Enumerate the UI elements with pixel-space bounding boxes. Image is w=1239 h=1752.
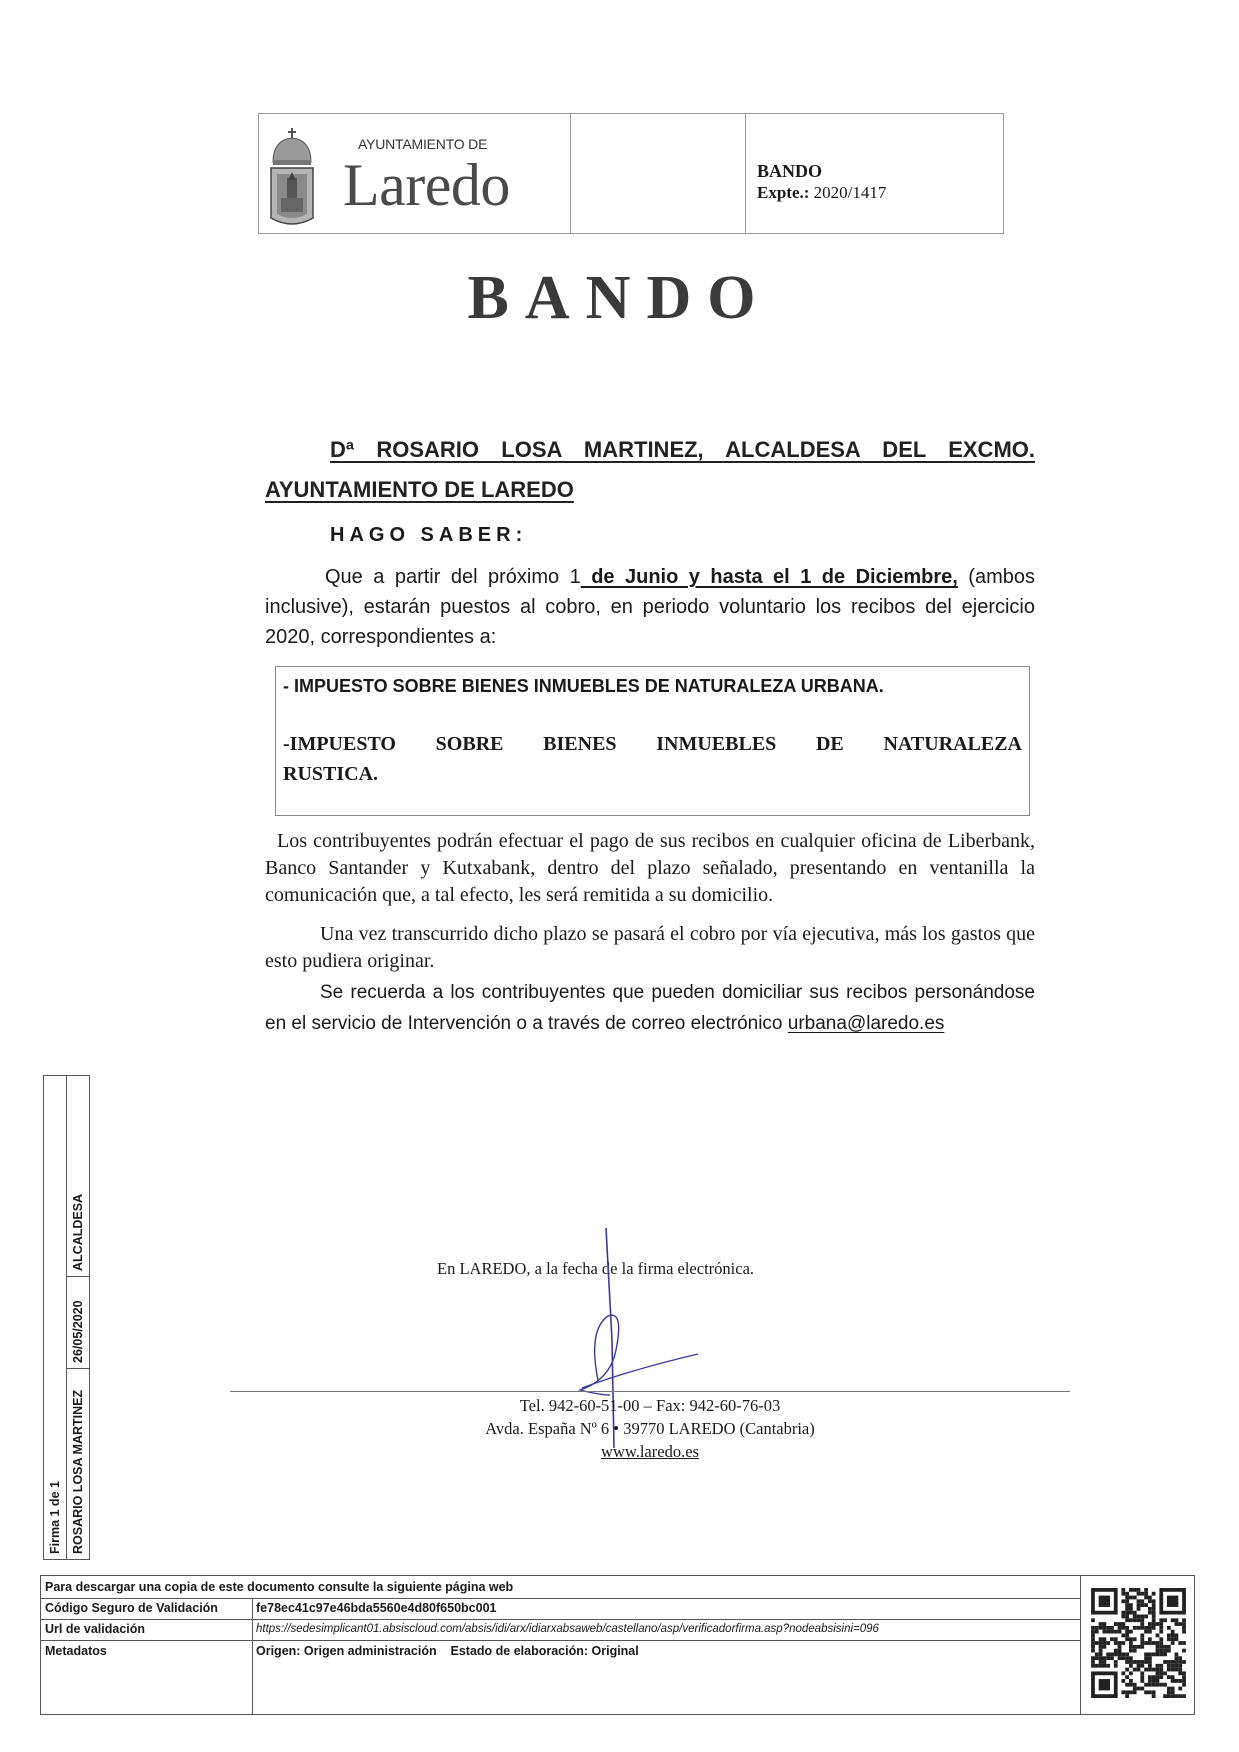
heading-line-2-text: AYUNTAMIENTO DE LAREDO (265, 477, 574, 502)
paragraph-enforcement (265, 921, 1035, 975)
logo-text (343, 136, 563, 217)
letterhead-empty-cell (570, 114, 746, 233)
hago-saber: HAGO SABER: (330, 524, 528, 546)
verification-download-text: Para descargar una copia de este documento consulte la siguiente página web (45, 1580, 514, 1594)
verification-column-divider (252, 1598, 253, 1714)
csv-label: Código Seguro de Validación (45, 1601, 218, 1615)
tax-list-box (275, 666, 1030, 816)
paragraph-dates-after: (ambos inclusive), estarán puestos al cobro, en periodo voluntario los recibos del ejercicio 2020, correspondientes a: (265, 566, 1035, 648)
website-link[interactable]: www.laredo.es (601, 1442, 699, 1461)
strip-signer-name: ROSARIO LOSA MARTINEZ (71, 1389, 85, 1554)
letterhead-reference-cell (745, 114, 1003, 233)
paragraph-direct-debit (265, 977, 1035, 1039)
metadata-value (256, 1643, 639, 1659)
paragraph-dates (265, 562, 1035, 652)
paragraph-dates-before: Que a partir del próximo 1 (325, 566, 581, 588)
tax-item-urbana: - IMPUESTO SOBRE BIENES INMUEBLES DE NATURALEZA URBANA. (283, 676, 884, 696)
closing-place-date: En LAREDO, a la fecha de la firma electrónica. (437, 1259, 755, 1278)
reference-text (757, 160, 886, 204)
letterhead-logo-cell (259, 114, 571, 233)
page-title: BANDO (467, 264, 772, 332)
coat-of-arms-icon (267, 126, 317, 230)
footer-website (230, 1440, 1070, 1463)
strip-separator (66, 1276, 90, 1277)
footer-divider (230, 1391, 1070, 1392)
strip-divider (66, 1076, 67, 1559)
heading-line-1 (265, 430, 1035, 470)
footer-address: Avda. España Nº 6 • 39770 LAREDO (Cantabria) (485, 1419, 815, 1438)
paragraph-direct-debit-text: Se recuerda a los contribuyentes que pueden domiciliar sus recibos personándose en el servicio de Intervención o a través de correo electrónico (265, 982, 1035, 1034)
csv-value: fe78ec41c97e46bda5560e4d80f650bc001 (256, 1601, 497, 1615)
metadata-label: Metadatos (45, 1644, 107, 1658)
verification-row-download (41, 1576, 1080, 1599)
verification-table (40, 1575, 1195, 1715)
heading-line-1-text: Dª ROSARIO LOSA MARTINEZ, ALCALDESA DEL EXCMO. (330, 437, 1035, 462)
qr-cell (1080, 1576, 1194, 1714)
email-link[interactable]: urbana@laredo.es (787, 1013, 945, 1034)
doc-type: BANDO (757, 161, 823, 181)
qr-code-icon (1091, 1588, 1186, 1698)
footer-phone: Tel. 942-60-51-00 – Fax: 942-60-76-03 (519, 1396, 781, 1415)
verification-row-url (41, 1619, 1080, 1641)
strip-signature-count: Firma 1 de 1 (48, 1481, 62, 1554)
verification-row-csv (41, 1598, 1080, 1620)
url-value-link[interactable]: https://sedesimplicant01.absiscloud.com/absis/idi/arx/idiarxabsaweb/castellano/asp/verificadorfirma.asp?nodeabsisini=096 (256, 1623, 879, 1635)
expediente (757, 182, 886, 204)
signature-strip (43, 1075, 90, 1560)
logo-caption: AYUNTAMIENTO DE (358, 136, 488, 152)
paragraph-payment-text: Los contribuyentes podrán efectuar el pago de sus recibos en cualquier oficina de Liberbank, Banco Santander y Kutxabank, dentro del plazo señalado, presentando en ventanilla la comunicación que, a tal efecto, les será remitida a su domicilio. (265, 830, 1035, 906)
paragraph-payment (265, 828, 1035, 909)
paragraph-enforcement-text: Una vez transcurrido dicho plazo se pasará el cobro por vía ejecutiva, más los gastos que esto pudiera originar. (265, 923, 1035, 972)
url-label: Url de validación (45, 1622, 146, 1636)
tax-item-rustica-line-2: RUSTICA. (283, 763, 379, 785)
letterhead (258, 113, 1004, 234)
verification-row-metadata (41, 1640, 1080, 1715)
expediente-label: Expte.: (757, 183, 810, 202)
metadata-state: Estado de elaboración: Original (450, 1644, 639, 1658)
expediente-value: 2020/1417 (813, 183, 887, 202)
main-body (265, 430, 1035, 1039)
footer-contact (230, 1394, 1070, 1463)
heading-line-2 (265, 470, 1035, 510)
strip-sign-date: 26/05/2020 (71, 1300, 85, 1363)
strip-separator (66, 1368, 90, 1369)
metadata-origin: Origen: Origen administración (256, 1644, 437, 1658)
logo-name: Laredo (343, 152, 510, 218)
strip-signer-role: ALCALDESA (71, 1193, 85, 1271)
paragraph-dates-period: de Junio y hasta el 1 de Diciembre, (580, 566, 958, 588)
tax-item-rustica-line-1: -IMPUESTO SOBRE BIENES INMUEBLES DE NATURALEZA (283, 733, 1022, 755)
